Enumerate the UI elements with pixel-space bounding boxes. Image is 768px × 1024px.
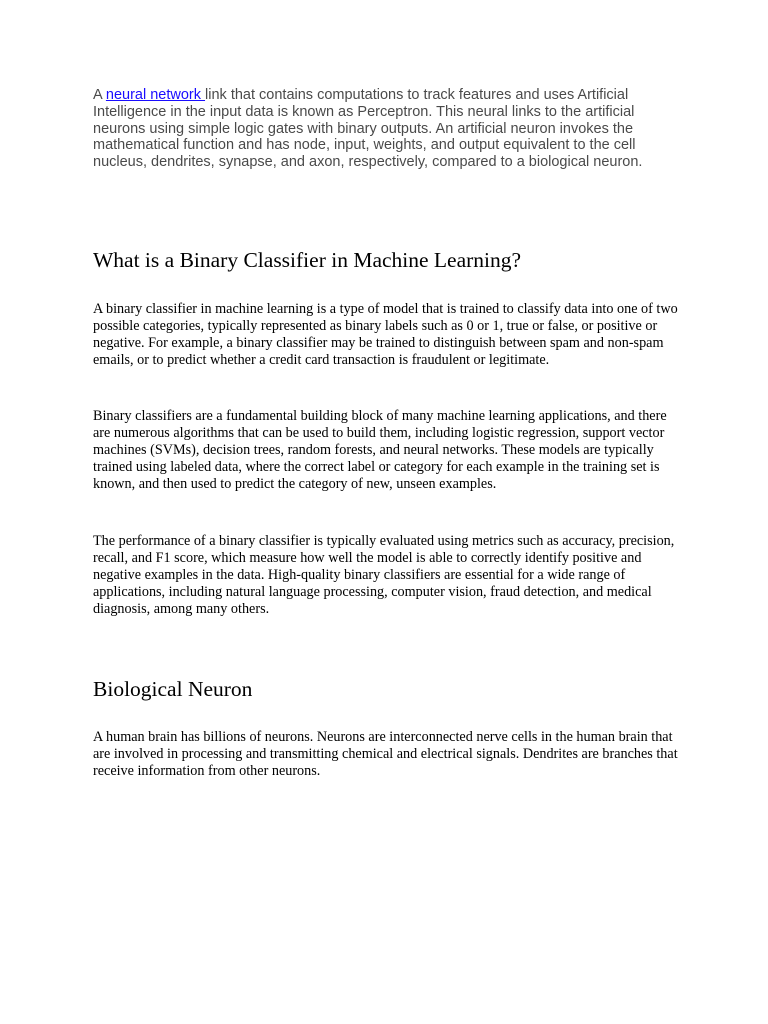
section-heading-biological-neuron: Biological Neuron xyxy=(93,677,253,701)
section-heading-binary-classifier: What is a Binary Classifier in Machine Learning? xyxy=(93,248,522,272)
intro-text: link that contains computations to track features and uses Artificial Intelligence in the input data is known as Perceptron. This neural links to the artificial neurons using simple logic gates with binary outputs. An artificial neuron invokes the mathematical function and has node, input, weights, and output equivalent to the cell nucleus, dendrites, synapse, and axon, respectively, compared to a biological neuron. xyxy=(93,87,643,171)
paragraph-biological-neuron: A human brain has billions of neurons. Neurons are interconnected nerve cells in the human brain that are involved in processing and transmitting chemical and electrical signals. Dendrites are branches that receive information from other neurons. xyxy=(93,729,678,779)
intro-paragraph xyxy=(93,87,683,171)
paragraph-binary-definition: A binary classifier in machine learning is a type of model that is trained to classify data into one of two possible categories, typically represented as binary labels such as 0 or 1, true or false, or positive or negative. For example, a binary classifier may be trained to distinguish between spam and non-spam emails, or to predict whether a credit card transaction is fraudulent or legitimate. xyxy=(93,301,678,368)
paragraph-binary-performance: The performance of a binary classifier is typically evaluated using metrics such as accuracy, precision, recall, and F1 score, which measure how well the model is able to correctly identify positive and negative examples in the data. High-quality binary classifiers are essential for a wide range of applications, including natural language processing, computer vision, fraud detection, and medical diagnosis, among many others. xyxy=(93,533,675,617)
intro-prefix: A xyxy=(93,87,106,103)
paragraph-binary-algorithms: Binary classifiers are a fundamental building block of many machine learning applications, and there are numerous algorithms that can be used to build them, including logistic regression, support vector machines (SVMs), decision trees, random forests, and neural networks. These models are typically trained using labeled data, where the correct label or category for each example in the training set is known, and then used to predict the category of new, unseen examples. xyxy=(93,408,667,492)
neural-network-link[interactable]: neural network xyxy=(105,87,206,103)
